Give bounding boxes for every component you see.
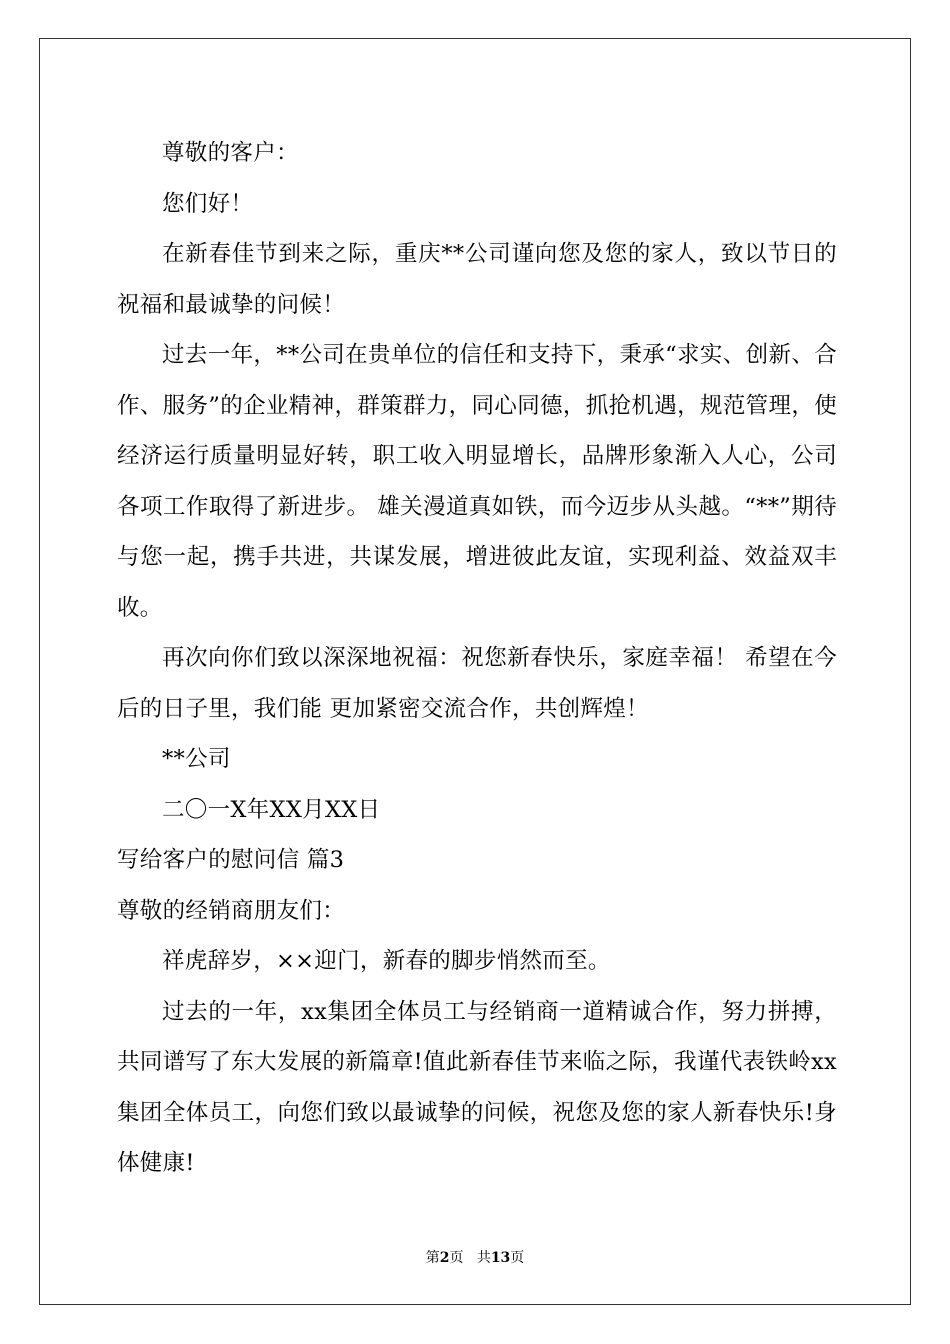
total-prefix: 共 <box>476 1250 491 1266</box>
greeting: 您们好！ <box>162 190 254 217</box>
total-suffix: 页 <box>510 1250 525 1266</box>
signature-date: 二〇一X年XX月XX日 <box>162 796 381 823</box>
document-body <box>117 128 837 1189</box>
page-footer <box>0 1247 950 1267</box>
page-suffix: 页 <box>449 1250 464 1266</box>
total-pages: 13 <box>490 1250 511 1266</box>
paragraph-festival-wishes: 在新春佳节到来之际，重庆**公司谨向您及您的家人，致以节日的祝福和最诚挚的问候！ <box>117 241 837 318</box>
page-number: 2 <box>439 1250 450 1266</box>
paragraph-blessing: 再次向你们致以深深地祝福：祝您新春快乐，家庭幸福！ 希望在今后的日子里，我们能 更加紧密交流合作，共创辉煌！ <box>117 645 837 722</box>
paragraph-group-greeting: 过去的一年，xx集团全体员工与经销商一道精诚合作，努力拼搏，共同谱写了东大发展的新篇章!值此新春佳节来临之际，我谨代表铁岭xx集团全体员工，向您们致以最诚挚的问候，祝您及您的家人新春快乐!身体健康! <box>117 998 837 1176</box>
signature-company: **公司 <box>162 746 231 772</box>
paragraph-new-year: 祥虎辞岁，××迎门，新春的脚步悄然而至。 <box>162 948 611 974</box>
page-prefix: 第 <box>425 1250 440 1266</box>
salutation-dealers: 尊敬的经销商朋友们： <box>117 897 346 924</box>
paragraph-past-year: 过去一年，**公司在贵单位的信任和支持下，秉承“求实、创新、合作、服务”的企业精神，群策群力，同心同德，抓抢机遇，规范管理，使经济运行质量明显好转，职工收入明显增长，品牌形象渐入人心，公司各项工作取得了新进步。 雄关漫道真如铁，而今迈步从头越。“**”期待与您一起，携手共进，共谋发展，增进彼此友谊，实现利益、效益双丰收。 <box>117 342 837 621</box>
section-heading: 写给客户的慰问信 篇3 <box>117 847 345 873</box>
salutation-customer: 尊敬的客户： <box>162 140 299 166</box>
